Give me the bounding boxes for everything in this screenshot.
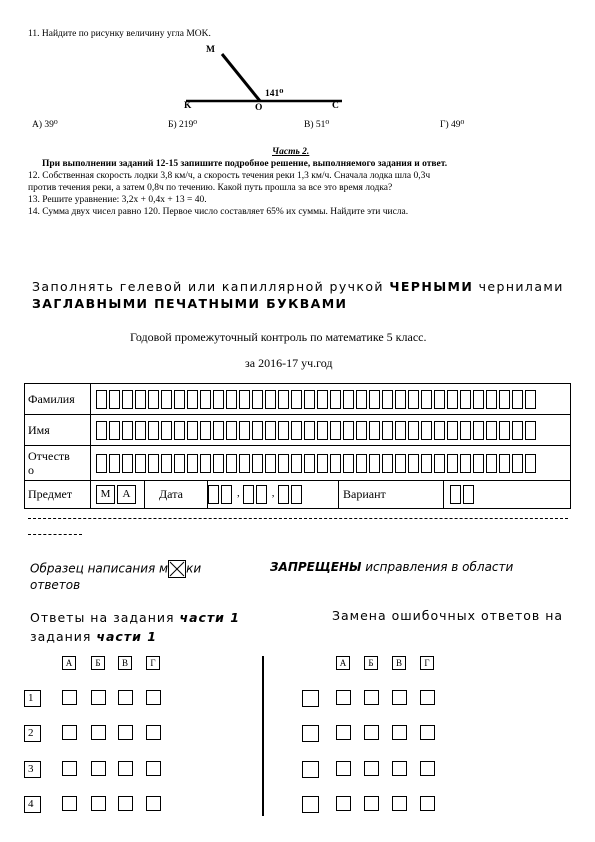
answer-box[interactable] <box>336 796 351 811</box>
answer-box[interactable] <box>420 725 435 740</box>
answer-box[interactable] <box>392 690 407 705</box>
subject-a: А <box>117 485 136 504</box>
label-k: K <box>184 101 192 111</box>
ray-om <box>222 54 260 101</box>
q13: 13. Решите уравнение: 3,2x + 0,4x + 13 = 40. <box>28 195 207 205</box>
header-v: В <box>118 656 132 670</box>
subject-m: М <box>96 485 115 504</box>
row-number-2: 2 <box>24 725 41 742</box>
option-d: Г) 49⁰ <box>440 120 465 130</box>
fill-instruction-caps: ЗАГЛАВНЫМИ ПЕЧАТНЫМИ БУКВАМИ <box>32 296 348 311</box>
label-c: C <box>332 101 339 111</box>
part2-instruction: При выполнении заданий 12-15 запишите подробное решение, выполняемого задания и ответ. <box>42 159 448 169</box>
answer-box[interactable] <box>336 690 351 705</box>
answer-box[interactable] <box>91 725 106 740</box>
surname-cells[interactable] <box>91 384 571 415</box>
answer-box[interactable] <box>118 690 133 705</box>
forbidden-label: ЗАПРЕЩЕНЫ исправления в области <box>270 560 514 574</box>
right-title: Замена ошибочных ответов на <box>332 608 564 623</box>
answer-box[interactable] <box>62 796 77 811</box>
option-b: Б) 219⁰ <box>168 120 198 130</box>
answers-divider <box>262 656 264 816</box>
header-b: Б <box>364 656 378 670</box>
label-angle: 141⁰ <box>265 89 284 99</box>
label-m: M <box>206 45 215 55</box>
q12-line1: 12. Собственная скорость лодки 3,8 км/ч, а скорость течения реки 1,3 км/ч. Сначала лодка шла 0,3ч <box>28 171 431 181</box>
patronymic-cells[interactable] <box>91 446 571 481</box>
q14: 14. Сумма двух чисел равно 120. Первое число составляет 65% их суммы. Найдите эти числа. <box>28 207 409 217</box>
name-cells[interactable] <box>91 415 571 446</box>
header-g: Г <box>146 656 160 670</box>
form-title: Годовой промежуточный контроль по математике 5 класс. <box>130 330 427 344</box>
name-label: Имя <box>25 415 91 446</box>
answer-box[interactable] <box>364 796 379 811</box>
answer-box[interactable] <box>146 796 161 811</box>
q12-line2: против течения реки, а затем 0,8ч по течению. Какой путь прошла за все это время лодка? <box>28 183 393 193</box>
replacement-row-box[interactable] <box>302 761 319 778</box>
header-b: Б <box>91 656 105 670</box>
answer-box[interactable] <box>62 725 77 740</box>
answer-box[interactable] <box>146 725 161 740</box>
answer-box[interactable] <box>364 725 379 740</box>
answer-box[interactable] <box>146 690 161 705</box>
answer-box[interactable] <box>91 761 106 776</box>
answer-box[interactable] <box>420 690 435 705</box>
date-label: Дата <box>145 481 208 509</box>
header-a: А <box>62 656 76 670</box>
part2-title: Часть 2. <box>272 147 310 157</box>
row-number-1: 1 <box>24 690 41 707</box>
row-number-3: 3 <box>24 761 41 778</box>
answer-box[interactable] <box>118 796 133 811</box>
answer-box[interactable] <box>392 796 407 811</box>
sample-cross-box <box>168 560 186 578</box>
answer-box[interactable] <box>146 761 161 776</box>
student-form <box>24 383 571 509</box>
answer-box[interactable] <box>364 690 379 705</box>
answer-box[interactable] <box>420 761 435 776</box>
cut-line-end <box>28 534 82 535</box>
fill-instruction: Заполнять гелевой или капиллярной ручкой ЧЕРНЫМИ чернилами <box>32 279 564 294</box>
option-c: В) 51⁰ <box>304 120 330 130</box>
replacement-row-box[interactable] <box>302 796 319 813</box>
date-cells[interactable]: , , <box>208 481 339 509</box>
answer-box[interactable] <box>420 796 435 811</box>
option-a: А) 39⁰ <box>32 120 58 130</box>
label-o: O <box>255 103 263 113</box>
answer-box[interactable] <box>91 690 106 705</box>
variant-label: Вариант <box>339 481 444 509</box>
answer-box[interactable] <box>62 690 77 705</box>
header-a: А <box>336 656 350 670</box>
variant-cells[interactable] <box>444 481 571 509</box>
answer-box[interactable] <box>118 725 133 740</box>
header-g: Г <box>420 656 434 670</box>
answer-box[interactable] <box>118 761 133 776</box>
replacement-row-box[interactable] <box>302 690 319 707</box>
header-v: В <box>392 656 406 670</box>
answer-box[interactable] <box>336 761 351 776</box>
cut-line <box>28 518 568 519</box>
subject-cells[interactable] <box>91 481 145 509</box>
left-title: Ответы на задания части 1 задания части 1 <box>30 610 240 644</box>
answer-box[interactable] <box>91 796 106 811</box>
surname-label: Фамилия <box>25 384 91 415</box>
answer-box[interactable] <box>392 725 407 740</box>
patronymic-label: Отчеств о <box>25 446 91 481</box>
task11-question: 11. Найдите по рисунку величину угла MOK. <box>28 29 211 39</box>
subject-label: Предмет <box>25 481 91 509</box>
answer-box[interactable] <box>364 761 379 776</box>
replacement-row-box[interactable] <box>302 725 319 742</box>
answer-box[interactable] <box>392 761 407 776</box>
row-number-4: 4 <box>24 796 41 813</box>
sample-label: Образец написания м ки ответов <box>30 561 202 592</box>
answer-box[interactable] <box>336 725 351 740</box>
form-year: за 2016-17 уч.год <box>245 356 333 370</box>
answer-box[interactable] <box>62 761 77 776</box>
